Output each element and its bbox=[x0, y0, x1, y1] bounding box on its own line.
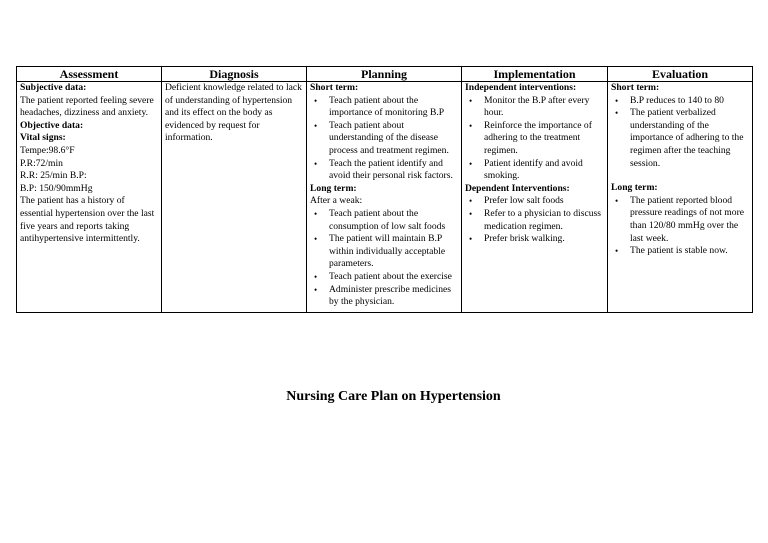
table-body-row bbox=[17, 82, 753, 313]
vital-respiration-rate: R.R: 25/min B.P: bbox=[20, 170, 87, 182]
header-assessment: Assessment bbox=[17, 67, 162, 82]
list-item: • The patient verbalized understanding of the importance of adhering to the regimen after the teaching session. bbox=[630, 107, 750, 170]
evaluation-cell bbox=[608, 82, 753, 313]
planning-long-intro: After a weak: bbox=[310, 195, 363, 207]
evaluation-long-heading: Long term: bbox=[611, 182, 658, 194]
planning-long-list bbox=[310, 208, 459, 309]
list-item: • Refer to a physician to discuss medication regimen. bbox=[484, 208, 605, 233]
diagnosis-cell bbox=[162, 82, 307, 313]
list-item: • Reinforce the importance of adhering to the treatment regimen. bbox=[484, 120, 605, 158]
list-item: • Administer prescribe medicines by the physician. bbox=[329, 284, 459, 309]
independent-heading: Independent interventions: bbox=[465, 82, 577, 93]
vital-signs-heading: Vital signs: bbox=[20, 132, 66, 144]
page-title: Nursing Care Plan on Hypertension bbox=[286, 389, 501, 404]
list-item: • B.P reduces to 140 to 80 bbox=[630, 95, 750, 108]
evaluation-short-list bbox=[611, 95, 750, 171]
implementation-cell bbox=[462, 82, 608, 313]
list-item: • Teach patient about the importance of monitoring B.P bbox=[329, 95, 459, 120]
vital-temperature: Tempe:98.6°F bbox=[20, 144, 75, 156]
evaluation-long-list bbox=[611, 195, 750, 258]
dependent-heading: Dependent Interventions: bbox=[465, 182, 570, 194]
history-text: The patient has a history of essential hypertension over the last five years and reports taking antihypertensive intermittently. bbox=[20, 195, 155, 245]
list-item: • Prefer low salt foods bbox=[484, 195, 605, 208]
evaluation-short-heading: Short term: bbox=[611, 82, 660, 93]
care-plan-table bbox=[16, 66, 753, 313]
vital-pulse-rate: P.R:72/min bbox=[20, 157, 63, 169]
header-diagnosis: Diagnosis bbox=[162, 67, 307, 82]
header-planning: Planning bbox=[307, 67, 462, 82]
planning-cell bbox=[307, 82, 462, 313]
list-item: • Monitor the B.P after every hour. bbox=[484, 95, 605, 120]
list-item: • The patient is stable now. bbox=[630, 245, 750, 258]
list-item: • Patient identify and avoid smoking. bbox=[484, 158, 605, 183]
diagnosis-text: Deficient knowledge related to lack of understanding of hypertension and its effect on the body as evidenced by request for information. bbox=[165, 82, 302, 144]
assessment-cell bbox=[17, 82, 162, 313]
objective-heading: Objective data: bbox=[20, 119, 84, 131]
list-item: • Prefer brisk walking. bbox=[484, 233, 605, 246]
vital-blood-pressure: B.P: 150/90mmHg bbox=[20, 182, 93, 194]
independent-list bbox=[465, 95, 605, 183]
subjective-heading: Subjective data: bbox=[20, 82, 87, 93]
list-item: • Teach the patient identify and avoid their personal risk factors. bbox=[329, 158, 459, 183]
planning-short-list bbox=[310, 95, 459, 183]
header-evaluation: Evaluation bbox=[608, 67, 753, 82]
dependent-list bbox=[465, 195, 605, 245]
list-item: • The patient will maintain B.P within individually acceptable parameters. bbox=[329, 233, 459, 271]
header-implementation: Implementation bbox=[462, 67, 608, 82]
planning-short-heading: Short term: bbox=[310, 82, 359, 93]
list-item: • Teach patient about the consumption of low salt foods bbox=[329, 208, 459, 233]
table-header-row bbox=[17, 67, 753, 82]
subjective-text: The patient reported feeling severe headaches, dizziness and anxiety. bbox=[20, 94, 154, 119]
list-item: • The patient reported blood pressure readings of not more than 120/80 mmHg over the last week. bbox=[630, 195, 750, 245]
list-item: • Teach patient about understanding of the disease process and treatment regimen. bbox=[329, 120, 459, 158]
planning-long-heading: Long term: bbox=[310, 182, 357, 194]
list-item: • Teach patient about the exercise bbox=[329, 271, 459, 284]
